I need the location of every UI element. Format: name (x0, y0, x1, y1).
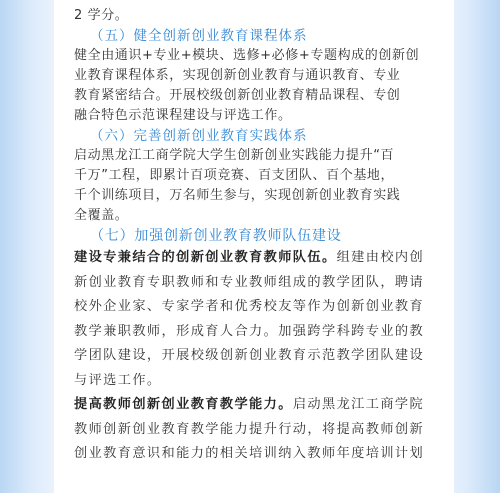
text-line: 校外企业家、专家学者和优秀校友等作为创新创业教育 (74, 299, 425, 314)
section-heading-7: （七）加强创新创业教育教师队伍建设 (90, 228, 342, 244)
text-line: 千个训练项目，万名师生参与，实现创新创业教育实践 (74, 188, 401, 203)
text-line: 业教育课程体系，实现创新创业教育与通识教育、专业 (74, 68, 401, 83)
text-line: 新创业教育专职教师和专业教师组成的教学团队，聘请 (74, 274, 425, 290)
text-line: 2 学分。 (74, 8, 129, 23)
text-line: 融合特色示范课程建设与评选工作。 (74, 108, 292, 123)
text-line: 教师创新创业教育教学能力提升行动，将提高教师创新 (74, 421, 425, 437)
text-run: 启动黑龙江工商学院 (292, 397, 425, 412)
text-line: 全覆盖。 (74, 208, 129, 223)
document-card (54, 0, 454, 493)
text-line: 千万”工程，即累计百项竞赛、百支团队、百个基地， (74, 168, 395, 183)
text-line: 健全由通识+专业+模块、选修+必修+专题构成的创新创 (74, 48, 420, 63)
bold-lead: 建设专兼结合的创新创业教育教师队伍。 (74, 250, 337, 265)
text-line (74, 393, 434, 418)
document-content (54, 6, 434, 467)
text-run: 组建由校内创 (336, 250, 425, 265)
text-line: 创业教育意识和能力的相关培训纳入教师年度培训计划 (74, 446, 425, 461)
section-heading-6: （六）完善创新创业教育实践体系 (90, 128, 308, 144)
text-line: 教育紧密结合。开展校级创新创业教育精品课程、专创 (74, 88, 401, 103)
text-line: 与评选工作。 (74, 372, 162, 388)
text-line: 教学兼职教师，形成育人合力。加强跨学科跨专业的教 (74, 323, 425, 339)
text-line: 学团队建设，开展校级创新创业教育示范教学团队建设 (74, 348, 425, 363)
section-heading-5: （五）健全创新创业教育课程体系 (90, 28, 308, 44)
text-line: 启动黑龙江工商学院大学生创新创业实践能力提升“百 (74, 148, 395, 163)
bold-lead: 提高教师创新创业教育教学能力。 (74, 397, 293, 412)
text-line (74, 246, 434, 271)
